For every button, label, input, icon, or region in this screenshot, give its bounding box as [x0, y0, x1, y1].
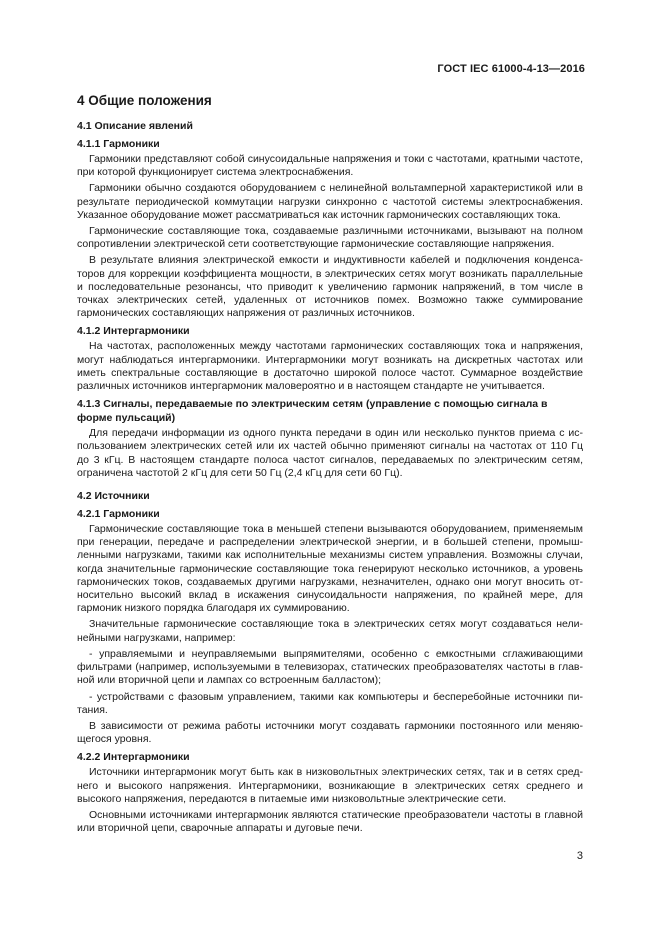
subsection-heading: 4.2 Источники	[77, 490, 150, 503]
paragraph: - устройствами с фазовым управлением, такими как компьютеры и бесперебойные источники питания.	[77, 690, 583, 716]
paragraph: Гармоники представляют собой синусоидальные напряжения и токи с частотами, кратными частоте, при которой функционирует система электроснабжения.	[77, 153, 583, 179]
paragraph: Для передачи информации из одного пункта передачи в один или несколько пунктов приема с использованием электрических сетей или их частей обычно применяют сигналы на частотах от 110 Гц до 3 кГц. В настоящем стандарте полоса частот сигналов, передаваемых по электрическим сетям, ограничена частотой 2 кГц для сети 50 Гц (2,4 кГц для сети 60 Гц).	[77, 427, 583, 479]
paragraph: Значительные гармонические составляющие тока в электрических сетях могут создаваться нелинейными нагрузками, например:	[77, 618, 583, 644]
page-number: 3	[576, 850, 583, 862]
main-content	[77, 92, 583, 835]
clause-heading: 4.1.2 Интергармоники	[77, 325, 190, 338]
paragraph: - управляемыми и неуправляемыми выпрямителями, особенно с емкостными сглаживающими фильтрами (например, используемыми в телевизорах, статических преобразователях частоты в главной или вторичной цепи и лампах со встроенным балластом);	[77, 647, 583, 687]
paragraph: На частотах, расположенных между частотами гармонических составляющих тока и напряжения, могут наблюдаться интергармоники. Интергармоники могут возникать на дискретных частотах или иметь спектральные составляющие в достаточно широкой полосе частот. Суммарное воздействие различных источников интергармоник маловероятно и в настоящем стандарте не учитывается.	[77, 340, 583, 393]
paragraph: Гармонические составляющие тока, создаваемые различными источниками, вызывают на полном сопротивлении электрической сети соответствующие гармонические составляющие напряжения.	[77, 225, 583, 251]
paragraph: В зависимости от режима работы источники могут создавать гармоники постоянного или меняющегося уровня.	[77, 719, 583, 746]
paragraph: Основными источниками интергармоник являются статические преобразователи частоты в главной или вторичной цепи, сварочные аппараты и дуговые печи.	[77, 808, 583, 835]
clause-heading: 4.2.1 Гармоники	[77, 508, 160, 521]
document-code-header: ГОСТ IEC 61000-4-13—2016	[437, 63, 585, 75]
clause-heading: 4.1.3 Сигналы, передаваемые по электрическим сетям (управление с помощью сигнала в форме пульсаций)	[77, 398, 548, 425]
subsection-heading: 4.1 Описание явлений	[77, 120, 193, 132]
paragraph: Гармонические составляющие тока в меньшей степени вызываются оборудованием, применяемым при генерации, передаче и распределении электрической энергии, и в большей степени, промышленными нагрузками, такими как исполнительные механизмы систем управления. Возможны случаи, когда значительные гармонические составляющие тока генерируют несколько источников, а уровень гармонических токов, создаваемых другими нагрузками, незначителен, однако они могут вносить относительно высокий вклад в искажения синусоидальности напряжения, по крайней мере, для гармоник низкого порядка благодаря их суммированию.	[77, 523, 583, 615]
paragraph: В результате влияния электрической емкости и индуктивности кабелей и подключения конденсаторов для коррекции коэффициента мощности, в электрических сетях могут возникать параллельные и последовательные резонансы, что приводит к увеличению гармоник напряжений, в том числе в точках электрических сетей, удаленных от источников помех. Возможно также суммирование гармонических составляющих напряжения от различных источников.	[77, 254, 583, 320]
paragraph: Источники интергармоник могут быть как в низковольтных электрических сетях, так и в сетях среднего и высокого напряжения. Интергармоники, возникающие в электрических сетях среднего и высокого напряжения, передаются в питаемые ими низковольтные электрические сети.	[77, 766, 583, 805]
clause-heading: 4.2.2 Интергармоники	[77, 751, 190, 764]
section-title: 4 Общие положения	[77, 93, 212, 108]
paragraph: Гармоники обычно создаются оборудованием с нелинейной вольтамперной характеристикой или в результате периодической коммутации нагрузки синхронно с частотой системы электроснабжения. Указанное оборудование может рассматриваться как источник гармонических составляющих тока.	[77, 182, 583, 221]
section-body	[77, 119, 583, 835]
clause-heading: 4.1.1 Гармоники	[77, 138, 160, 150]
